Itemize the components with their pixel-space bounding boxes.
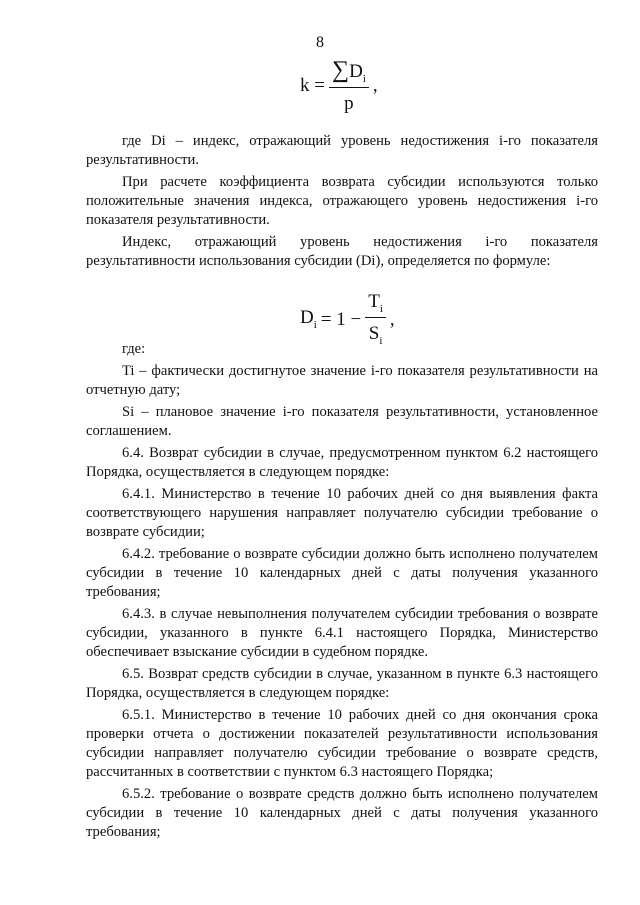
formula-d-num-var: T: [368, 291, 380, 312]
formula-d-lhs-var: D: [300, 306, 314, 328]
formula-k-num-var: D: [349, 61, 363, 82]
formula-d-eq: = 1 −: [320, 308, 362, 330]
paragraph: где:: [122, 341, 146, 357]
formula-d-num-sub: i: [379, 302, 383, 315]
paragraph: 6.4.3. в случае невыполнения получателем субсидии требования о возврате субсидии, указанного в пункте 6.4.1 настоящего Порядка, Министерство обеспечивает взыскание субсидии в судебном порядке.: [86, 606, 598, 660]
paragraph: Ti – фактически достигнутое значение i-го показателя результативности на отчетную дату;: [86, 363, 598, 398]
paragraph: При расчете коэффициента возврата субсидии используются только положительные значения индекса, отражающего уровень недостижения i-го показателя результативности.: [86, 174, 598, 228]
sum-symbol: ∑: [331, 57, 350, 83]
formula-d-trail: ,: [389, 308, 395, 330]
formula-k-num-sub: i: [362, 72, 366, 85]
formula-d-lhs-sub: i: [313, 318, 317, 331]
formula-k-fraction: [329, 58, 369, 113]
formula-d-fraction: [365, 292, 386, 347]
paragraph: 6.5.1. Министерство в течение 10 рабочих дней со дня окончания срока проверки отчета о достижении показателей результативности использования субсидии направляет получателю субсидии требование о возврате средств, рассчитанных в соответствии с пунктом 6.3 настоящего Порядка;: [86, 707, 598, 780]
formula-d: [300, 292, 395, 347]
formula-d-den-sub: i: [379, 334, 383, 347]
text-block-top: [86, 132, 598, 274]
paragraph: Индекс, отражающий уровень недостижения i-го показателя результативности использования субсидии (Di), определяется по формуле:: [86, 234, 598, 269]
formula-k-denominator: p: [344, 92, 354, 114]
paragraph: Si – плановое значение i-го показателя результативности, установленное соглашением.: [86, 404, 598, 439]
paragraph: 6.5. Возврат средств субсидии в случае, указанном в пункте 6.3 настоящего Порядка, осуществляется в следующем порядке:: [86, 666, 598, 701]
formula-k: [300, 58, 378, 113]
text-block-bottom: [86, 340, 598, 845]
formula-k-lhs: k =: [300, 74, 325, 96]
paragraph: 6.5.2. требование о возврате средств должно быть исполнено получателем субсидии в течение 10 календарных дней с даты получения указанного требования;: [86, 786, 598, 840]
paragraph: где Di – индекс, отражающий уровень недостижения i-го показателя результативности.: [86, 133, 598, 168]
formula-d-den-var: S: [368, 322, 380, 344]
paragraph: 6.4.2. требование о возврате субсидии должно быть исполнено получателем субсидии в течение 10 календарных дней с даты получения указанного требования;: [86, 546, 598, 600]
paragraph: 6.4. Возврат субсидии в случае, предусмотренном пунктом 6.2 настоящего Порядка, осуществляется в следующем порядке:: [86, 445, 598, 480]
page-number: 8: [316, 34, 324, 51]
formula-k-trail: ,: [372, 74, 378, 96]
paragraph: 6.4.1. Министерство в течение 10 рабочих дней со дня выявления факта соответствующего нарушения направляет получателю субсидии требование о возврате субсидии;: [86, 486, 598, 540]
formula-d-lhs: [300, 308, 317, 331]
